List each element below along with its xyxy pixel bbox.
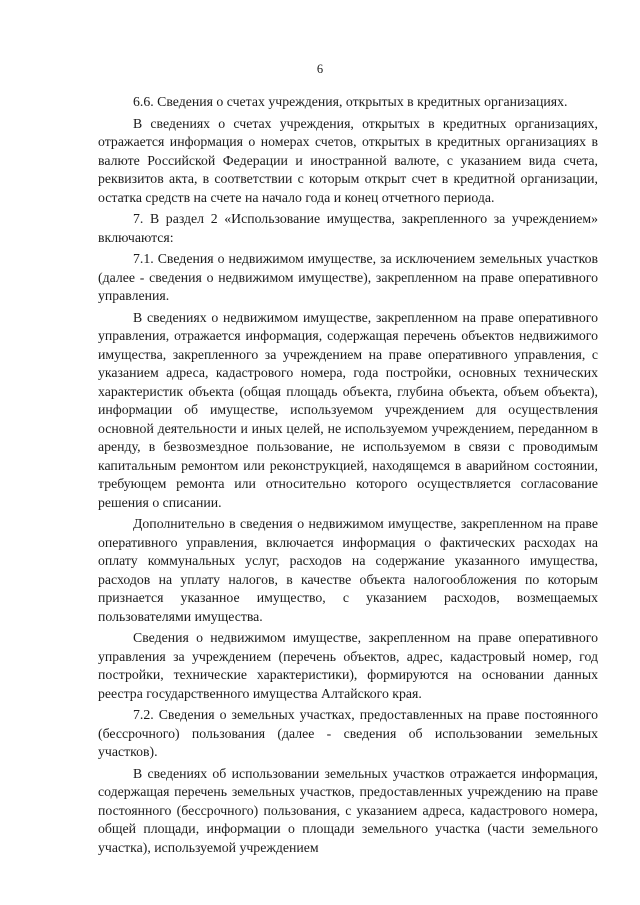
document-body	[98, 93, 598, 860]
paragraph-7-2-heading: 7.2. Сведения о земельных участках, предоставленных на праве постоянного (бессрочного) пользования (далее - сведения об использовании земельных участков).	[98, 707, 598, 759]
paragraph-bank-accounts: В сведениях о счетах учреждения, открытых в кредитных организациях, отражается информация о номерах счетов, открытых в кредитных организациях в валюте Российской Федерации и иностранной валюте, с указанием вида счета, реквизитов акта, в соответствии с которым открыт счет в кредитной организации, остатка средств на счете на начало года и конец отчетного периода.	[98, 115, 598, 205]
paragraph-real-estate-info: В сведениях о недвижимом имуществе, закрепленном на праве оперативного управления, отражается информация, содержащая перечень объектов недвижимого имущества, закрепленного за учреждением на праве оперативного управления, с указанием адреса, кадастрового номера, года постройки, основных технических характеристик объекта (общая площадь объекта, глубина объекта, объем объекта), информации об имуществе, используемом учреждением для осуществления основной деятельности и иных целей, не используемом учреждением, переданном в аренду, в безвозмездное пользование, не используемом в связи с проводимым капитальным ремонтом или реконструкцией, находящемся в аварийном состоянии, требующем ремонта или относительно которого осуществляется согласование решения о списании.	[98, 309, 598, 510]
page-number: 6	[316, 62, 324, 76]
paragraph-land-plots-info: В сведениях об использовании земельных участков отражается информация, содержащая перечень земельных участков, предоставленных учреждению на праве постоянного (бессрочного) пользования, с указанием адреса, кадастрового номера, общей площади, информации о площади земельного участка (части земельного участка), используемой учреждением	[98, 765, 598, 855]
paragraph-registry-source: Сведения о недвижимом имуществе, закрепленном на праве оперативного управления за учреждением (перечень объектов, адрес, кадастровый номер, год постройки, технические характеристики), формируются на основании данных реестра государственного имущества Алтайского края.	[98, 630, 598, 701]
paragraph-section-2-heading: 7. В раздел 2 «Использование имущества, закрепленного за учреждением» включаются:	[98, 211, 598, 245]
paragraph-7-1-heading: 7.1. Сведения о недвижимом имуществе, за исключением земельных участков (далее - сведения о недвижимом имуществе), закрепленном на праве оперативного управления.	[98, 251, 598, 303]
paragraph-6-6-heading: 6.6. Сведения о счетах учреждения, открытых в кредитных организациях.	[133, 94, 568, 109]
paragraph-additional-expenses: Дополнительно в сведения о недвижимом имуществе, закрепленном на праве оперативного управления, включается информация о фактических расходах на оплату коммунальных услуг, расходов на содержание указанного имущества, расходов на уплату налогов, в качестве объекта налогообложения по которым признается указанное имущество, с указанием расходов, возмещаемых пользователями имущества.	[98, 516, 598, 624]
